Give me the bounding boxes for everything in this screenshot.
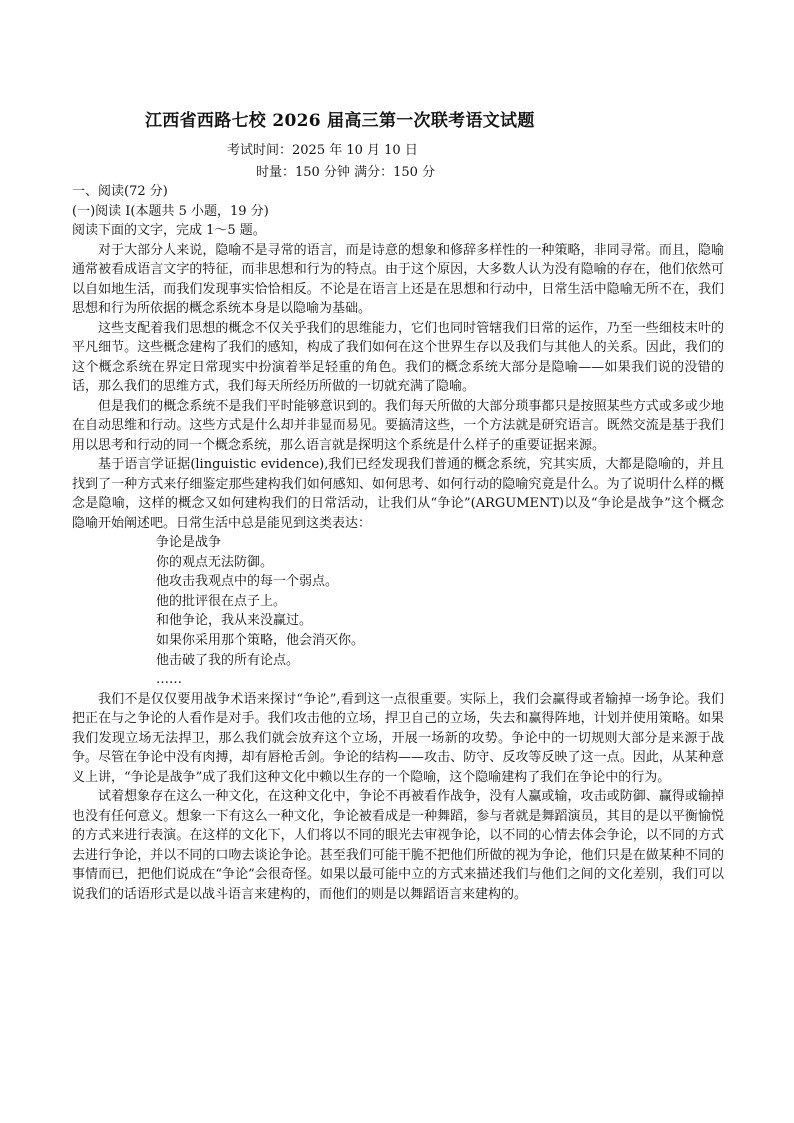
paragraph-3: 但是我们的概念系统不是我们平时能够意识到的。我们每天所做的大部分琐事都只是按照某些方式或多或少地在自动思维和行动。这些方式是什么却并非显而易见。要搞清这些，一个方法就是研究语言。既然交流是基于我们用以思考和行动的同一个概念系统，那么语言就是探明这个系统是什么样子的重要证据来源。 [72,398,724,453]
example-line: 争论是战争 [156,535,222,550]
paragraph-6: 试着想象存在这么一种文化，在这种文化中，争论不再被看作战争，没有人赢或输，攻击或防御、赢得或输掉也没有任何意义。想象一下有这么一种文化，争论被看成是一种舞蹈，参与者就是舞蹈演员，其目的是以平衡愉悦的方式来进行表演。在这样的文化下，人们将以不同的眼光去审视争论，以不同的心情去体会争论，以不同的方式去进行争论，并以不同的口吻去谈论争论。甚至我们可能干脆不把他们所做的视为争论，他们只是在做某种不同的事情而已，把他们说成在“争论”会很奇怪。如果以最可能中立的方式来描述我们与他们之间的文化差别，我们可以说我们的话语形式是以战斗语言来建构的，而他们的则是以舞蹈语言来建构的。 [72,789,724,902]
paragraph-5: 我们不是仅仅要用战争术语来探讨“争论”,看到这一点很重要。实际上，我们会赢得或者输掉一场争论。我们把正在与之争论的人看作是对手。我们攻击他的立场，捍卫自己的立场，失去和赢得阵地，计划并使用策略。如果我们发现立场无法捍卫，那么我们就会放弃这个立场，开展一场新的攻势。争论中的一切规则大部分是来源于战争。尽管在争论中没有肉搏，却有唇枪舌剑。争论的结构——攻击、防守、反攻等反映了这一点。因此，从某种意义上讲，“争论是战争”成了我们这种文化中赖以生存的一个隐喻，这个隐喻建构了我们在争论中的行为。 [72,691,724,785]
reading-instruction: 阅读下面的文字，完成 1～5 题。 [72,223,266,238]
example-line: 如果你采用那个策略，他会消灭你。 [156,632,365,648]
example-line: 你的观点无法防御。 [156,554,274,570]
paragraph-2: 这些支配着我们思想的概念不仅关乎我们的思维能力，它们也同时管辖我们日常的运作，乃至一些细枝末叶的平凡细节。这些概念建构了我们的感知，构成了我们如何在这个世界生存以及我们与其他人的关系。因此，我们的这个概念系统在界定日常现实中扮演着举足轻重的角色。我们的概念系统大部分是隐喻——如果我们说的没错的话，那么我们的思维方式，我们每天所经历所做的一切就充满了隐喻。 [72,320,724,394]
paragraph-1: 对于大部分人来说，隐喻不是寻常的语言，而是诗意的想象和修辞多样性的一种策略，非同寻常。而且，隐喻通常被看成语言文字的特征，而非思想和行为的特点。由于这个原因，大多数人认为没有隐喻的存在，他们依然可以自如地生活，而我们发现事实恰恰相反。不论是在语言上还是在思想和行动中，日常生活中隐喻无所不在，我们思想和行为所依据的概念系统本身是以隐喻为基础。 [72,242,724,316]
example-list [72,533,724,690]
section-heading: 一、阅读(72 分) [72,184,168,199]
example-line: …… [156,672,182,688]
page-title: 江西省西路七校 2026 届高三第一次联考语文试题 [145,111,535,131]
paragraph-4: 基于语言学证据(linguistic evidence),我们已经发现我们普通的概念系统，究其实质，大都是隐喻的，并且找到了一种方式来仔细鉴定那些建构我们如何感知、如何思考、如何行动的隐喻究竟是什么。为了说明什么样的概念是隐喻，这样的概念又如何建构我们的日常活动，让我们从“争论”(ARGUMENT)以及“争论是战争”这个概念隐喻开始阐述吧。日常生活中总是能见到这类表达： [72,457,724,531]
example-line: 他攻击我观点中的每一个弱点。 [156,574,339,590]
subsection-heading: (一)阅读 I(本题共 5 小题，19 分) [72,203,269,219]
main-content [72,182,724,904]
example-line: 和他争论，我从来没赢过。 [156,613,313,629]
duration-score: 时量：150 分钟 满分：150 分 [256,165,436,180]
exam-time: 考试时间：2025 年 10 月 10 日 [227,143,418,158]
example-line: 他的批评很在点子上。 [156,593,287,609]
example-line: 他击破了我的所有论点。 [156,652,300,668]
